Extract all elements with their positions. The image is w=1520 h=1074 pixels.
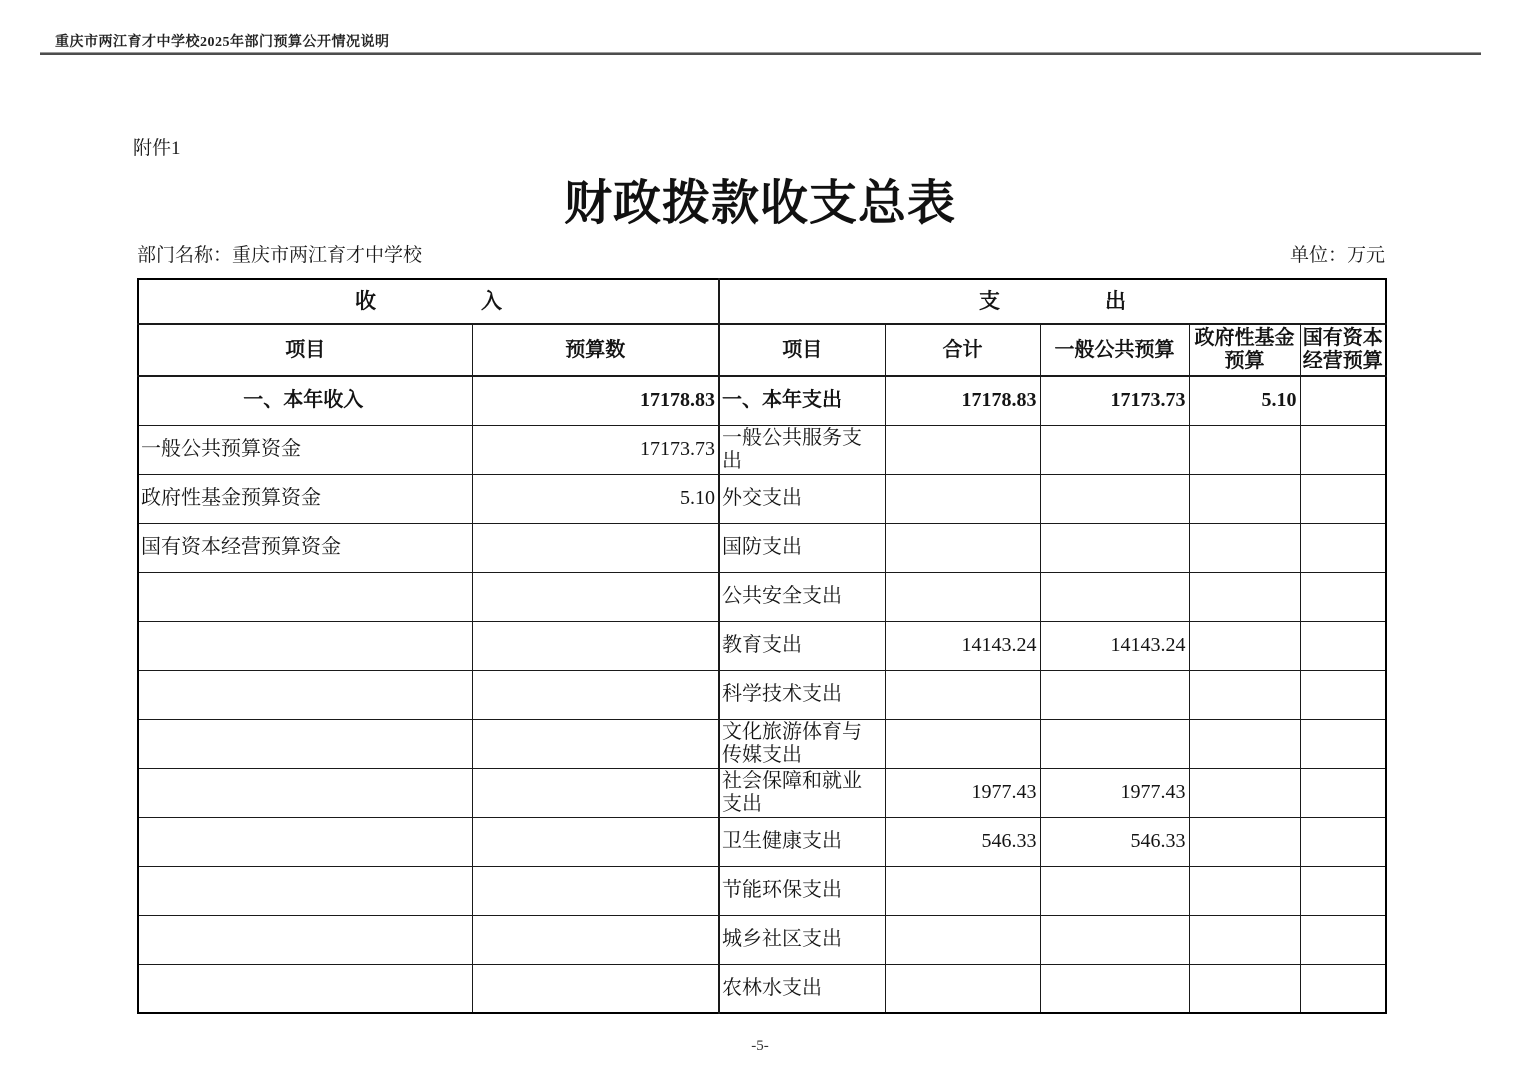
- exp-item-cell: 社会保障和就业支出: [719, 768, 885, 817]
- exp-gov-fund-budget-cell: [1189, 768, 1300, 817]
- exp-item-cell: 一、本年支出: [719, 376, 885, 425]
- exp-item-cell: 国防支出: [719, 523, 885, 572]
- exp-gov-fund-budget-cell: [1189, 425, 1300, 474]
- exp-gov-fund-budget-cell: [1189, 964, 1300, 1013]
- col-header-income-budget: 预算数: [472, 324, 719, 376]
- income-item-cell: 政府性基金预算资金: [138, 474, 472, 523]
- exp-total-cell: [885, 964, 1040, 1013]
- table-body: [138, 376, 1386, 1013]
- table-row: [138, 474, 1386, 523]
- table-row: [138, 425, 1386, 474]
- exp-item-cell: 城乡社区支出: [719, 915, 885, 964]
- col-header-exp-gov-fund-budget: 政府性基金预算: [1189, 324, 1300, 376]
- column-header-row: [138, 324, 1386, 376]
- income-budget-cell: [472, 915, 719, 964]
- exp-general-budget-cell: [1040, 425, 1189, 474]
- income-budget-cell: 17178.83: [472, 376, 719, 425]
- expenditure-section-header: 支 出: [719, 279, 1386, 324]
- exp-state-capital-budget-cell: [1300, 964, 1386, 1013]
- exp-state-capital-budget-cell: [1300, 670, 1386, 719]
- exp-state-capital-budget-cell: [1300, 866, 1386, 915]
- exp-general-budget-cell: [1040, 866, 1189, 915]
- exp-item-cell: 科学技术支出: [719, 670, 885, 719]
- exp-gov-fund-budget-cell: [1189, 817, 1300, 866]
- section-header-row: [138, 279, 1386, 324]
- table-row: [138, 670, 1386, 719]
- income-item-cell: [138, 915, 472, 964]
- income-item-cell: [138, 621, 472, 670]
- exp-total-cell: [885, 670, 1040, 719]
- income-item-cell: 一、本年收入: [138, 376, 472, 425]
- exp-gov-fund-budget-cell: [1189, 719, 1300, 768]
- exp-total-cell: [885, 572, 1040, 621]
- exp-general-budget-cell: [1040, 915, 1189, 964]
- header-divider-rule: [40, 52, 1481, 55]
- exp-state-capital-budget-cell: [1300, 474, 1386, 523]
- exp-gov-fund-budget-cell: [1189, 915, 1300, 964]
- exp-total-cell: [885, 719, 1040, 768]
- exp-state-capital-budget-cell: [1300, 376, 1386, 425]
- exp-gov-fund-budget-cell: [1189, 523, 1300, 572]
- exp-total-cell: [885, 523, 1040, 572]
- income-item-cell: [138, 964, 472, 1013]
- income-budget-cell: [472, 964, 719, 1013]
- col-header-income-item: 项目: [138, 324, 472, 376]
- col-header-exp-item: 项目: [719, 324, 885, 376]
- exp-general-budget-cell: 1977.43: [1040, 768, 1189, 817]
- income-budget-cell: [472, 768, 719, 817]
- income-budget-cell: 5.10: [472, 474, 719, 523]
- page-title: 财政拨款收支总表: [563, 177, 956, 230]
- income-budget-cell: [472, 866, 719, 915]
- exp-gov-fund-budget-cell: [1189, 866, 1300, 915]
- col-header-exp-state-capital-budget: 国有资本经营预算: [1300, 324, 1386, 376]
- income-budget-cell: [472, 670, 719, 719]
- table-row: [138, 376, 1386, 425]
- exp-general-budget-cell: 17173.73: [1040, 376, 1189, 425]
- exp-total-cell: 14143.24: [885, 621, 1040, 670]
- exp-gov-fund-budget-cell: 5.10: [1189, 376, 1300, 425]
- exp-state-capital-budget-cell: [1300, 719, 1386, 768]
- income-budget-cell: [472, 817, 719, 866]
- document-header-text: 重庆市两江育才中学校2025年部门预算公开情况说明: [55, 35, 390, 50]
- income-item-cell: [138, 572, 472, 621]
- exp-general-budget-cell: [1040, 572, 1189, 621]
- income-budget-cell: [472, 719, 719, 768]
- exp-gov-fund-budget-cell: [1189, 474, 1300, 523]
- exp-total-cell: [885, 425, 1040, 474]
- exp-total-cell: 17178.83: [885, 376, 1040, 425]
- attachment-label: 附件1: [133, 138, 181, 159]
- exp-general-budget-cell: 14143.24: [1040, 621, 1189, 670]
- unit-label: 单位：万元: [1289, 245, 1385, 266]
- exp-state-capital-budget-cell: [1300, 621, 1386, 670]
- income-item-cell: [138, 817, 472, 866]
- exp-general-budget-cell: [1040, 964, 1189, 1013]
- income-item-cell: [138, 670, 472, 719]
- table-row: [138, 866, 1386, 915]
- exp-gov-fund-budget-cell: [1189, 670, 1300, 719]
- exp-total-cell: [885, 866, 1040, 915]
- department-name: 部门名称：重庆市两江育才中学校: [137, 245, 423, 266]
- exp-general-budget-cell: [1040, 523, 1189, 572]
- exp-state-capital-budget-cell: [1300, 768, 1386, 817]
- table-row: [138, 523, 1386, 572]
- exp-item-cell: 公共安全支出: [719, 572, 885, 621]
- exp-state-capital-budget-cell: [1300, 817, 1386, 866]
- income-item-cell: [138, 768, 472, 817]
- table-row: [138, 572, 1386, 621]
- exp-general-budget-cell: [1040, 670, 1189, 719]
- page-number: -5-: [751, 1038, 769, 1054]
- exp-item-cell: 文化旅游体育与传媒支出: [719, 719, 885, 768]
- table-row: [138, 915, 1386, 964]
- exp-item-cell: 卫生健康支出: [719, 817, 885, 866]
- budget-table: [137, 278, 1387, 1014]
- exp-total-cell: [885, 474, 1040, 523]
- table-meta-row: [137, 240, 1385, 267]
- col-header-exp-general-budget: 一般公共预算: [1040, 324, 1189, 376]
- exp-general-budget-cell: [1040, 474, 1189, 523]
- table-row: [138, 817, 1386, 866]
- income-section-header: 收 入: [138, 279, 719, 324]
- exp-state-capital-budget-cell: [1300, 425, 1386, 474]
- exp-general-budget-cell: [1040, 719, 1189, 768]
- income-budget-cell: 17173.73: [472, 425, 719, 474]
- exp-total-cell: 1977.43: [885, 768, 1040, 817]
- exp-state-capital-budget-cell: [1300, 915, 1386, 964]
- table-row: [138, 964, 1386, 1013]
- exp-total-cell: 546.33: [885, 817, 1040, 866]
- exp-total-cell: [885, 915, 1040, 964]
- exp-item-cell: 一般公共服务支出: [719, 425, 885, 474]
- income-budget-cell: [472, 523, 719, 572]
- income-budget-cell: [472, 572, 719, 621]
- income-item-cell: 一般公共预算资金: [138, 425, 472, 474]
- income-item-cell: 国有资本经营预算资金: [138, 523, 472, 572]
- exp-gov-fund-budget-cell: [1189, 572, 1300, 621]
- income-budget-cell: [472, 621, 719, 670]
- income-item-cell: [138, 719, 472, 768]
- exp-state-capital-budget-cell: [1300, 572, 1386, 621]
- table-row: [138, 621, 1386, 670]
- exp-general-budget-cell: 546.33: [1040, 817, 1189, 866]
- table-row: [138, 768, 1386, 817]
- exp-gov-fund-budget-cell: [1189, 621, 1300, 670]
- exp-state-capital-budget-cell: [1300, 523, 1386, 572]
- exp-item-cell: 外交支出: [719, 474, 885, 523]
- exp-item-cell: 教育支出: [719, 621, 885, 670]
- exp-item-cell: 节能环保支出: [719, 866, 885, 915]
- income-item-cell: [138, 866, 472, 915]
- col-header-exp-total: 合计: [885, 324, 1040, 376]
- table-row: [138, 719, 1386, 768]
- exp-item-cell: 农林水支出: [719, 964, 885, 1013]
